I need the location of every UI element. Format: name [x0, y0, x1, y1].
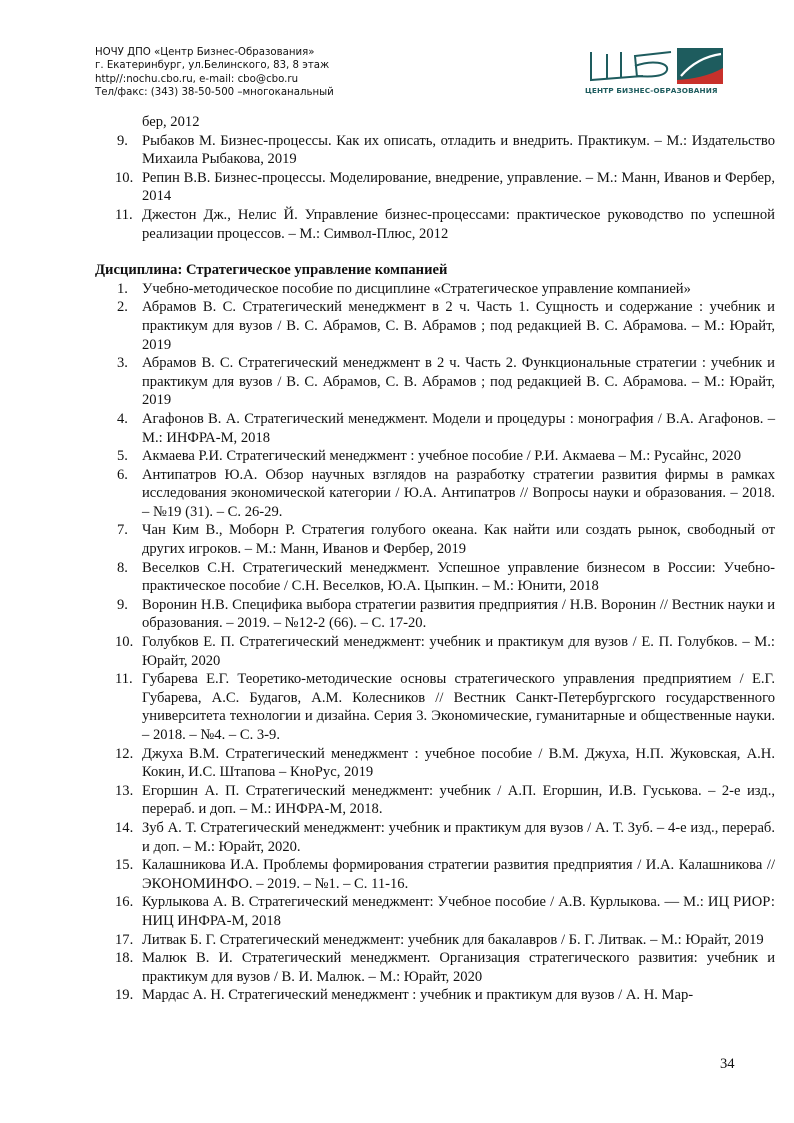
list-number: 15. — [115, 857, 134, 874]
list-text: Воронин Н.В. Специфика выбора стратегии развития предприятия / Н.В. Воронин // Вестник науки и образования. – 2019. – №12-2 (66). – С. 17-20. — [142, 596, 775, 632]
list-item — [95, 521, 775, 558]
list-number: 17. — [115, 931, 134, 948]
list-number: 3. — [117, 355, 128, 372]
list-number: 1. — [117, 280, 128, 297]
list-number: 14. — [115, 819, 134, 836]
document-body — [95, 113, 775, 1005]
list-number: 13. — [115, 782, 134, 799]
list-number: 16. — [115, 894, 134, 911]
list-item — [95, 410, 775, 447]
list-item — [95, 986, 775, 1005]
list-item — [95, 280, 775, 299]
list-number: 5. — [117, 448, 128, 465]
list-text: Агафонов В. А. Стратегический менеджмент. Модели и процедуры : монография / В.А. Агафонов. – М.: ИНФРА-М, 2018 — [142, 410, 775, 446]
list-text: Мардас А. Н. Стратегический менеджмент : учебник и практикум для вузов / А. Н. Мар- — [142, 987, 694, 1004]
org-web-email: http//:nochu.cbo.ru, e-mail: cbo@cbo.ru — [95, 73, 299, 85]
list-item — [95, 782, 775, 819]
list-item — [95, 169, 775, 206]
list-item — [95, 466, 775, 522]
list-text: Малюк В. И. Стратегический менеджмент. Организация стратегического развития: учебник и практикум для вузов / В. И. Малюк. – М.: Юрайт, 2020 — [142, 950, 775, 985]
list-text: Абрамов В. С. Стратегический менеджмент в 2 ч. Часть 2. Функциональные стратегии : учебник и практикум для вузов / В. С. Абрамов, С. В. Абрамов ; под редакцией В. С. Абрамова. – М.: Юрайт, 2019 — [142, 355, 775, 409]
list-item — [95, 893, 775, 930]
list-item — [95, 447, 775, 466]
list-text: Веселков С.Н. Стратегический менеджмент. Успешное управление бизнесом в России: Учебно-практическое пособие / С.Н. Веселков, Ю.А. Цыпкин. – М.: Юнити, 2018 — [142, 559, 775, 595]
list-item — [95, 596, 775, 633]
logo-caption: ЦЕНТР БИЗНЕС-ОБРАЗОВАНИЯ — [585, 86, 718, 95]
list-number: 11. — [115, 206, 133, 223]
list-number: 9. — [117, 596, 128, 613]
section-title: Дисциплина: Стратегическое управление компанией — [95, 262, 448, 279]
list-number: 4. — [117, 410, 128, 427]
logo-mark-icon — [585, 46, 725, 86]
list-number: 11. — [115, 671, 133, 688]
list-text: Калашникова И.А. Проблемы формирования стратегии развития предприятия / И.А. Калашникова // ЭКОНОМИНФО. – 2019. – №1. – С. 11-16. — [142, 857, 775, 892]
list-text: Акмаева Р.И. Стратегический менеджмент : учебное пособие / Р.И. Акмаева – М.: Русайнс, 2020 — [142, 448, 742, 465]
org-phone: Тел/факс: (343) 38-50-500 –многоканальный — [95, 87, 334, 99]
header-contacts — [95, 46, 334, 100]
list-number: 19. — [115, 987, 134, 1004]
list-number: 7. — [117, 522, 128, 539]
list-number: 12. — [115, 745, 134, 762]
list-item — [95, 819, 775, 856]
list-item — [95, 633, 775, 670]
list-text: Репин В.В. Бизнес-процессы. Моделирование, внедрение, управление. – М.: Манн, Иванов и Фербер, 2014 — [142, 169, 775, 205]
list-item — [95, 856, 775, 893]
list-item — [95, 559, 775, 596]
list-item — [95, 132, 775, 169]
page-number: 34 — [720, 1056, 735, 1072]
list-item — [95, 670, 775, 744]
list-text: Учебно-методическое пособие по дисциплине «Стратегическое управление компанией» — [142, 280, 691, 297]
org-name: НОЧУ ДПО «Центр Бизнес-Образования» — [95, 47, 315, 58]
list-number: 6. — [117, 466, 128, 483]
list-item — [95, 949, 775, 986]
list-text: Губарева Е.Г. Теоретико-методические основы стратегического управления предприятием / Е.Г. Губарева, А.С. Будагов, А.М. Колесников // Вестник Санкт-Петербургского государственного университета технологии и дизайна. Серия 3. Экономические, гуманитарные и общественные науки. – 2018. – №4. – С. 3-9. — [142, 671, 775, 743]
list-text: Рыбаков М. Бизнес-процессы. Как их описать, отладить и внедрить. Практикум. – М.: Издательство Михаила Рыбакова, 2019 — [142, 132, 775, 168]
continuation-text: бер, 2012 — [142, 114, 200, 130]
list-text: Абрамов В. С. Стратегический менеджмент в 2 ч. Часть 1. Сущность и содержание : учебник и практикум для вузов / В. С. Абрамов, С. В. Абрамов ; под редакцией В. С. Абрамова. – М.: Юрайт, 2019 — [142, 299, 775, 353]
list-text: Голубков Е. П. Стратегический менеджмент: учебник и практикум для вузов / Е. П. Голубков. – М.: Юрайт, 2020 — [142, 634, 775, 669]
list-number: 10. — [115, 169, 134, 186]
list-item — [95, 745, 775, 782]
list-number: 18. — [115, 950, 134, 967]
list-item — [95, 298, 775, 354]
list-text: Джестон Дж., Нелис Й. Управление бизнес-процессами: практическое руководство по успешной реализации процессов. – М.: Символ-Плюс, 2012 — [142, 206, 775, 242]
list-number: 9. — [117, 132, 128, 149]
list-text: Антипатров Ю.А. Обзор научных взглядов на разработку стратегии развития фирмы в рамках исследования экономической категории / Ю.А. Антипатров // Вопросы науки и образования. – 2018. – №19 (31). – С. 26-29. — [142, 466, 775, 520]
list-item — [95, 931, 775, 950]
list-text: Егоршин А. П. Стратегический менеджмент: учебник / А.П. Егоршин, И.В. Гуськова. – 2-е изд., перераб. и доп. – М.: ИНФРА-М, 2018. — [142, 782, 775, 818]
list-number: 10. — [115, 634, 134, 651]
list-text: Литвак Б. Г. Стратегический менеджмент: учебник для бакалавров / Б. Г. Литвак. – М.: Юрайт, 2019 — [142, 931, 764, 948]
list-item — [95, 354, 775, 410]
list-item — [95, 206, 775, 243]
list-number: 2. — [117, 299, 128, 316]
list-number: 8. — [117, 559, 128, 576]
company-logo — [585, 46, 725, 102]
list-text: Джуха В.М. Стратегический менеджмент : учебное пособие / В.М. Джуха, Н.П. Жуковская, А.Н. Кокин, И.С. Штапова – КноРус, 2019 — [142, 745, 775, 781]
list-text: Чан Ким В., Моборн Р. Стратегия голубого океана. Как найти или создать рынок, свободный от других игроков. – М.: Манн, Иванов и Фербер, 2019 — [142, 522, 775, 558]
org-address: г. Екатеринбург, ул.Белинского, 83, 8 этаж — [95, 60, 330, 72]
list-text: Курлыкова А. В. Стратегический менеджмент: Учебное пособие / А.В. Курлыкова. — М.: ИЦ РИОР: НИЦ ИНФРА-М, 2018 — [142, 894, 775, 929]
list-text: Зуб А. Т. Стратегический менеджмент: учебник и практикум для вузов / А. Т. Зуб. – 4-е изд., перераб. и доп. – М.: Юрайт, 2020. — [142, 819, 775, 855]
